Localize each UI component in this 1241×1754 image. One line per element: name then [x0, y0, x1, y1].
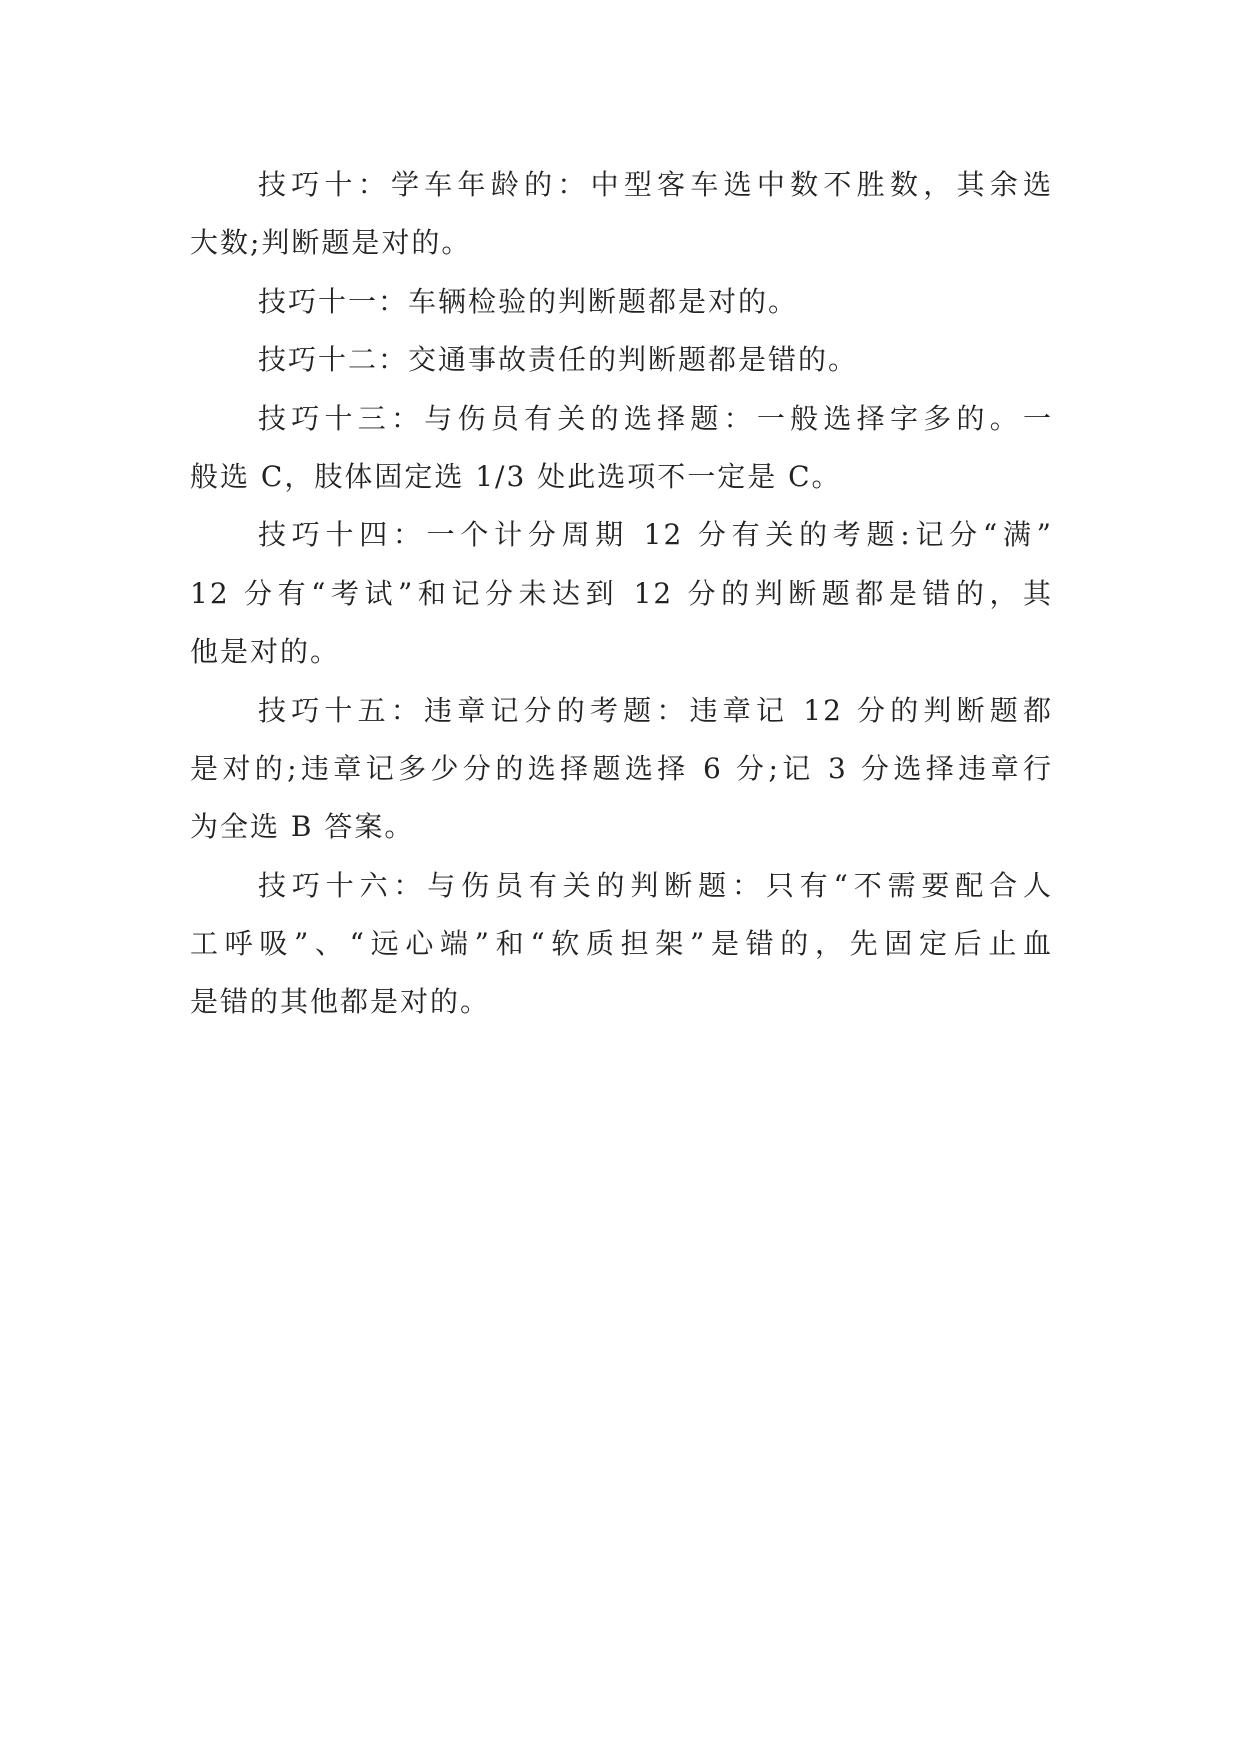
paragraph-tip-15: [190, 682, 1053, 857]
paragraph-line: 为全选 B 答案。: [190, 810, 415, 844]
paragraph-tip-16: [190, 857, 1053, 1032]
paragraph-line: 他是对的。: [190, 635, 341, 669]
paragraph-line: 大数;判断题是对的。: [190, 226, 472, 260]
paragraph-line: 般选 C，肢体固定选 1/3 处此选项不一定是 C。: [190, 459, 842, 493]
paragraph-tip-12: [190, 331, 1053, 389]
paragraph-line: 技巧十：学车年龄的：中型客车选中数不胜数，其余选: [258, 168, 1053, 201]
document-body: [190, 156, 1053, 1032]
paragraph-line: 12 分有“考试”和记分未达到 12 分的判断题都是错的，其: [190, 576, 1053, 610]
paragraph-tip-10: [190, 156, 1053, 273]
paragraph-line: 工呼吸”、“远心端”和“软质担架”是错的，先固定后止血: [190, 927, 1053, 961]
paragraph-line: 技巧十三：与伤员有关的选择题：一般选择字多的。一: [258, 401, 1053, 435]
paragraph-line: 技巧十一：车辆检验的判断题都是对的。: [258, 284, 799, 318]
paragraph-line: 是错的其他都是对的。: [190, 985, 491, 1019]
paragraph-line: 技巧十六：与伤员有关的判断题：只有“不需要配合人: [258, 868, 1053, 902]
paragraph-line: 技巧十四：一个计分周期 12 分有关的考题:记分“满”: [258, 518, 1053, 552]
paragraph-tip-14: [190, 506, 1053, 681]
paragraph-tip-13: [190, 390, 1053, 507]
paragraph-tip-11: [190, 273, 1053, 331]
paragraph-line: 技巧十二：交通事故责任的判断题都是错的。: [258, 343, 859, 377]
paragraph-line: 是对的;违章记多少分的选择题选择 6 分;记 3 分选择违章行: [190, 751, 1053, 785]
paragraph-line: 技巧十五：违章记分的考题：违章记 12 分的判断题都: [258, 693, 1053, 727]
